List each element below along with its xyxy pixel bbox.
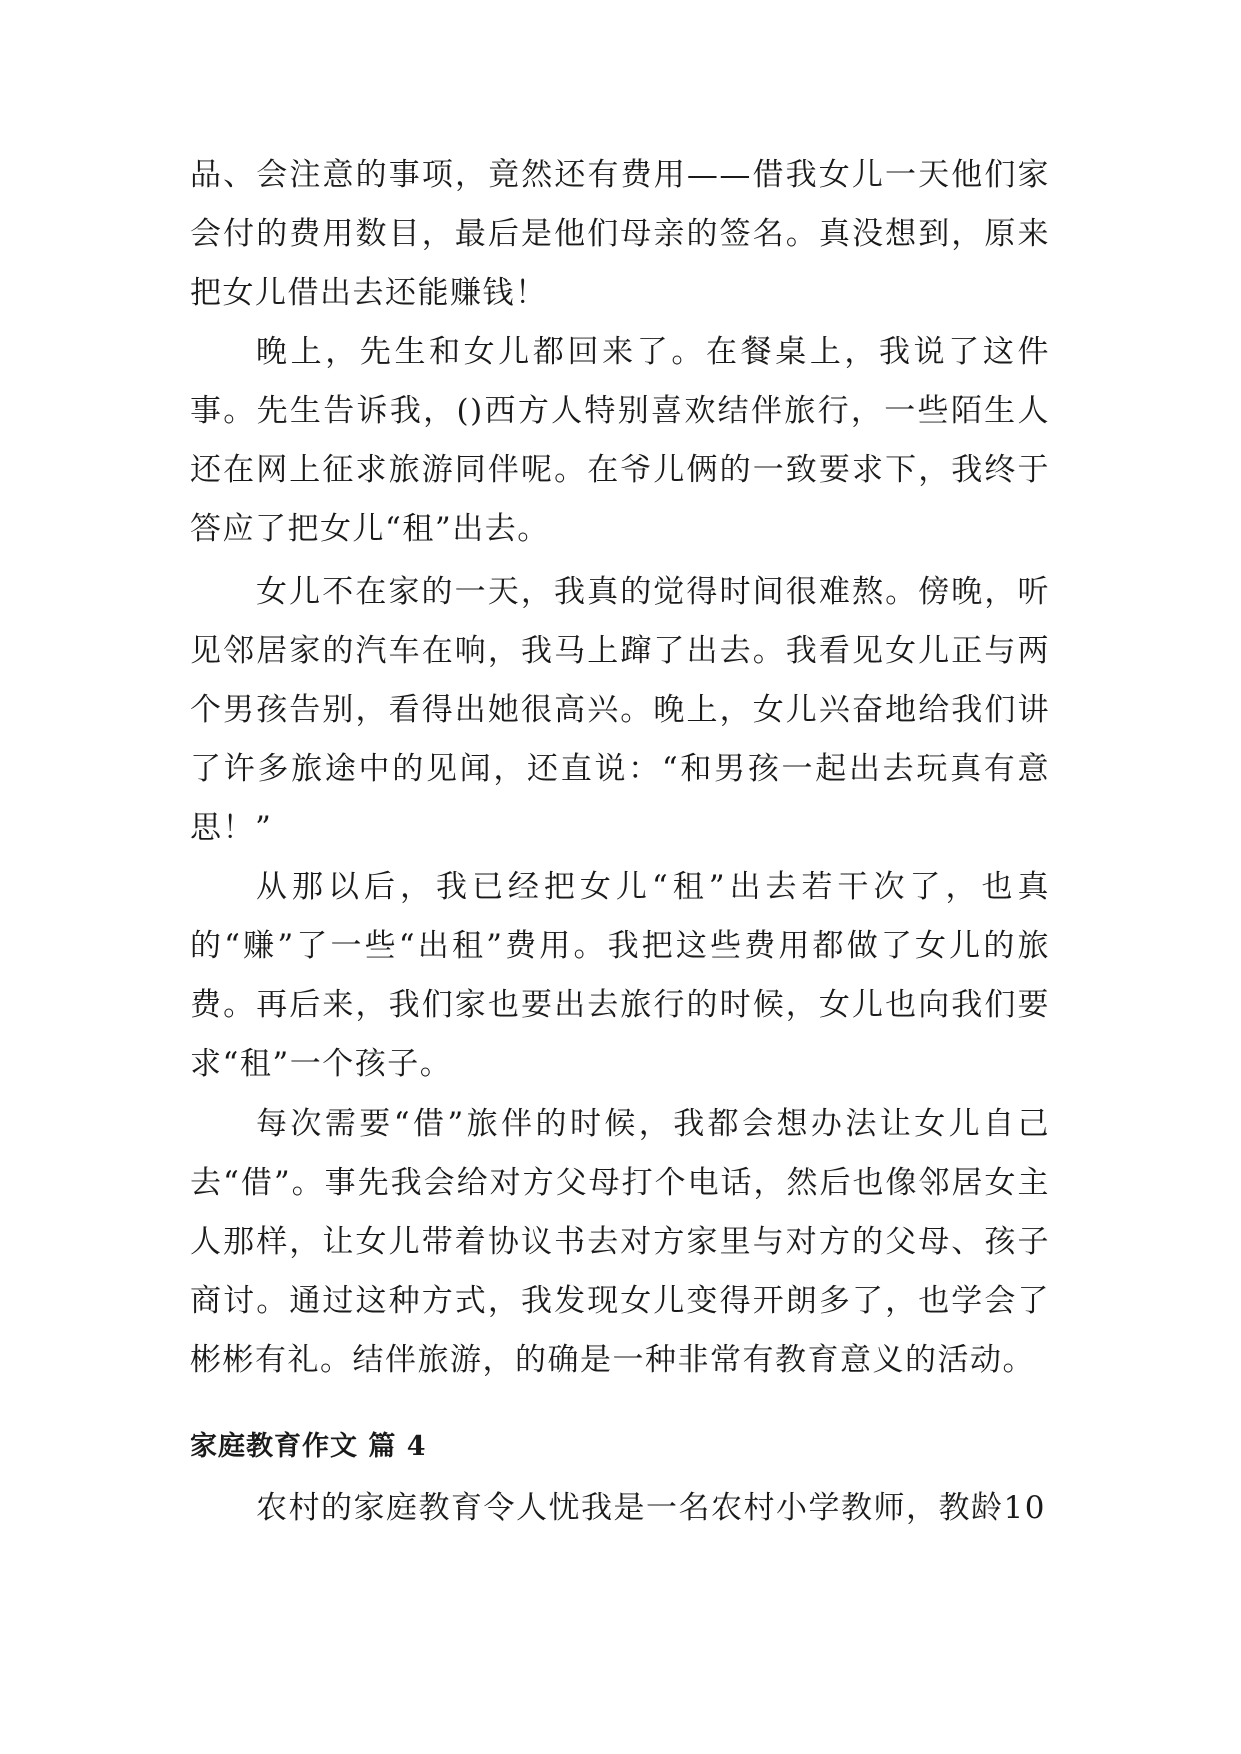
paragraph-evening: 晚上，先生和女儿都回来了。在餐桌上，我说了这件事。先生告诉我，()西方人特别喜欢结伴旅行，一些陌生人还在网上征求旅游同伴呢。在爷儿俩的一致要求下，我终于答应了把女儿“租”出去。 bbox=[190, 334, 1050, 547]
paragraph-rented-out: 从那以后，我已经把女儿“租”出去若干次了，也真的“赚”了一些“出租”费用。我把这些费用都做了女儿的旅费。再后来，我们家也要出去旅行的时候，女儿也向我们要求“租”一个孩子。 bbox=[190, 869, 1050, 1082]
paragraph-day-away: 女儿不在家的一天，我真的觉得时间很难熬。傍晚，听见邻居家的汽车在响，我马上蹿了出去。我看见女儿正与两个男孩告别，看得出她很高兴。晚上，女儿兴奋地给我们讲了许多旅途中的见闻，还直说：“和男孩一起出去玩真有意思！” bbox=[190, 574, 1050, 846]
section-first-paragraph: 农村的家庭教育令人忧我是一名农村小学教师，教龄10 bbox=[256, 1490, 1046, 1526]
section-heading: 家庭教育作文 篇 4 bbox=[190, 1431, 427, 1462]
paragraph-continued: 品、会注意的事项，竟然还有费用——借我女儿一天他们家会付的费用数目，最后是他们母亲的签名。真没想到，原来把女儿借出去还能赚钱！ bbox=[190, 157, 1050, 311]
paragraph-borrow-companion: 每次需要“借”旅伴的时候，我都会想办法让女儿自己去“借”。事先我会给对方父母打个电话，然后也像邻居女主人那样，让女儿带着协议书去对方家里与对方的父母、孩子商讨。通过这种方式，我发现女儿变得开朗多了，也学会了彬彬有礼。结伴旅游，的确是一种非常有教育意义的活动。 bbox=[190, 1106, 1050, 1378]
